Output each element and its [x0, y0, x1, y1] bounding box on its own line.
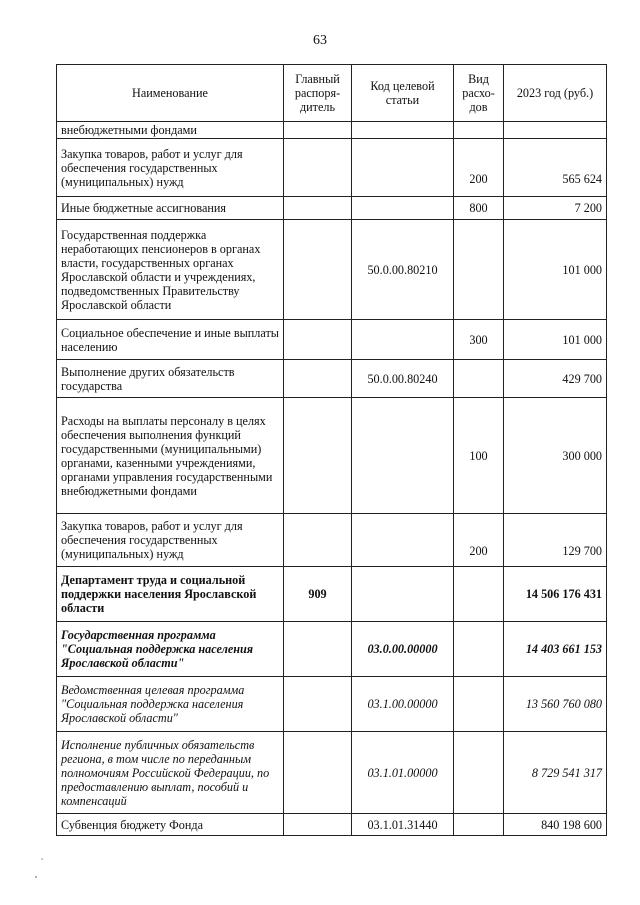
budget-table [56, 64, 607, 836]
row-glav [284, 122, 352, 139]
row-sum: 101 000 [504, 220, 607, 320]
row-name: Закупка товаров, работ и услуг для обеспечения государственных (муниципальных) нужд [57, 514, 284, 567]
page-number: 63 [313, 33, 327, 48]
row-name: Субвенция бюджету Фонда [57, 814, 284, 836]
row-name: Закупка товаров, работ и услуг для обеспечения государственных (муниципальных) нужд [57, 139, 284, 197]
row-sum: 7 200 [504, 197, 607, 220]
table-row [57, 320, 607, 360]
table-row [57, 814, 607, 836]
row-vid [454, 814, 504, 836]
row-code [352, 122, 454, 139]
row-vid [454, 567, 504, 622]
row-vid: 200 [454, 514, 504, 567]
header-name: Наименование [57, 65, 284, 122]
row-code [352, 139, 454, 197]
row-sum: 101 000 [504, 320, 607, 360]
row-vid: 300 [454, 320, 504, 360]
row-glav [284, 677, 352, 732]
row-code: 03.1.01.31440 [352, 814, 454, 836]
row-name: Иные бюджетные ассигнования [57, 197, 284, 220]
header-sum: 2023 год (руб.) [504, 65, 607, 122]
row-code: 50.0.00.80240 [352, 360, 454, 398]
table-row [57, 514, 607, 567]
row-name: Государственная программа "Социальная поддержка населения Ярославской области" [57, 622, 284, 677]
row-sum: 840 198 600 [504, 814, 607, 836]
header-code: Код целевой статьи [352, 65, 454, 122]
scan-specks [30, 855, 50, 885]
row-glav [284, 360, 352, 398]
row-code: 50.0.00.80210 [352, 220, 454, 320]
row-name: Исполнение публичных обязательств региона, в том числе по переданным полномочиям Российской Федерации, по предоставлению выплат, пособий и компенсаций [57, 732, 284, 814]
row-glav [284, 514, 352, 567]
row-sum: 14 506 176 431 [504, 567, 607, 622]
row-name: Государственная поддержка неработающих пенсионеров в органах власти, государственных органах Ярославской области и учреждениях, подведомственных Правительству Ярославской области [57, 220, 284, 320]
row-vid [454, 732, 504, 814]
row-name: Департамент труда и социальной поддержки населения Ярославской области [57, 567, 284, 622]
row-glav [284, 320, 352, 360]
row-name: Расходы на выплаты персоналу в целях обеспечения выполнения функций государственными (муниципальными) органами, казенными учреждениями, органами управления государственными внебюджетными фондами [57, 398, 284, 514]
row-glav [284, 139, 352, 197]
row-vid: 100 [454, 398, 504, 514]
table-row [57, 732, 607, 814]
table-header-row [57, 65, 607, 122]
row-sum: 565 624 [504, 139, 607, 197]
row-code [352, 197, 454, 220]
row-glav [284, 732, 352, 814]
table-row [57, 622, 607, 677]
row-sum: 13 560 760 080 [504, 677, 607, 732]
table-row [57, 220, 607, 320]
row-sum: 300 000 [504, 398, 607, 514]
row-glav [284, 398, 352, 514]
row-glav [284, 814, 352, 836]
table-row [57, 677, 607, 732]
header-glav: Главный распоря-дитель [284, 65, 352, 122]
row-vid [454, 622, 504, 677]
row-code [352, 514, 454, 567]
row-sum: 129 700 [504, 514, 607, 567]
row-code: 03.1.01.00000 [352, 732, 454, 814]
row-name: Социальное обеспечение и иные выплаты населению [57, 320, 284, 360]
table-row [57, 360, 607, 398]
row-vid [454, 122, 504, 139]
row-vid [454, 360, 504, 398]
row-vid [454, 677, 504, 732]
row-vid [454, 220, 504, 320]
row-sum: 8 729 541 317 [504, 732, 607, 814]
row-glav: 909 [284, 567, 352, 622]
row-glav [284, 220, 352, 320]
row-sum: 429 700 [504, 360, 607, 398]
row-code: 03.0.00.00000 [352, 622, 454, 677]
row-name: внебюджетными фондами [57, 122, 284, 139]
row-vid: 200 [454, 139, 504, 197]
table-row [57, 567, 607, 622]
header-vid: Вид расхо-дов [454, 65, 504, 122]
row-code [352, 567, 454, 622]
row-code [352, 320, 454, 360]
table-row [57, 122, 607, 139]
table-row [57, 398, 607, 514]
row-vid: 800 [454, 197, 504, 220]
table-row [57, 139, 607, 197]
row-name: Ведомственная целевая программа "Социальная поддержка населения Ярославской области" [57, 677, 284, 732]
row-code: 03.1.00.00000 [352, 677, 454, 732]
row-sum [504, 122, 607, 139]
row-code [352, 398, 454, 514]
row-sum: 14 403 661 153 [504, 622, 607, 677]
row-glav [284, 197, 352, 220]
row-name: Выполнение других обязательств государства [57, 360, 284, 398]
row-glav [284, 622, 352, 677]
table-row [57, 197, 607, 220]
